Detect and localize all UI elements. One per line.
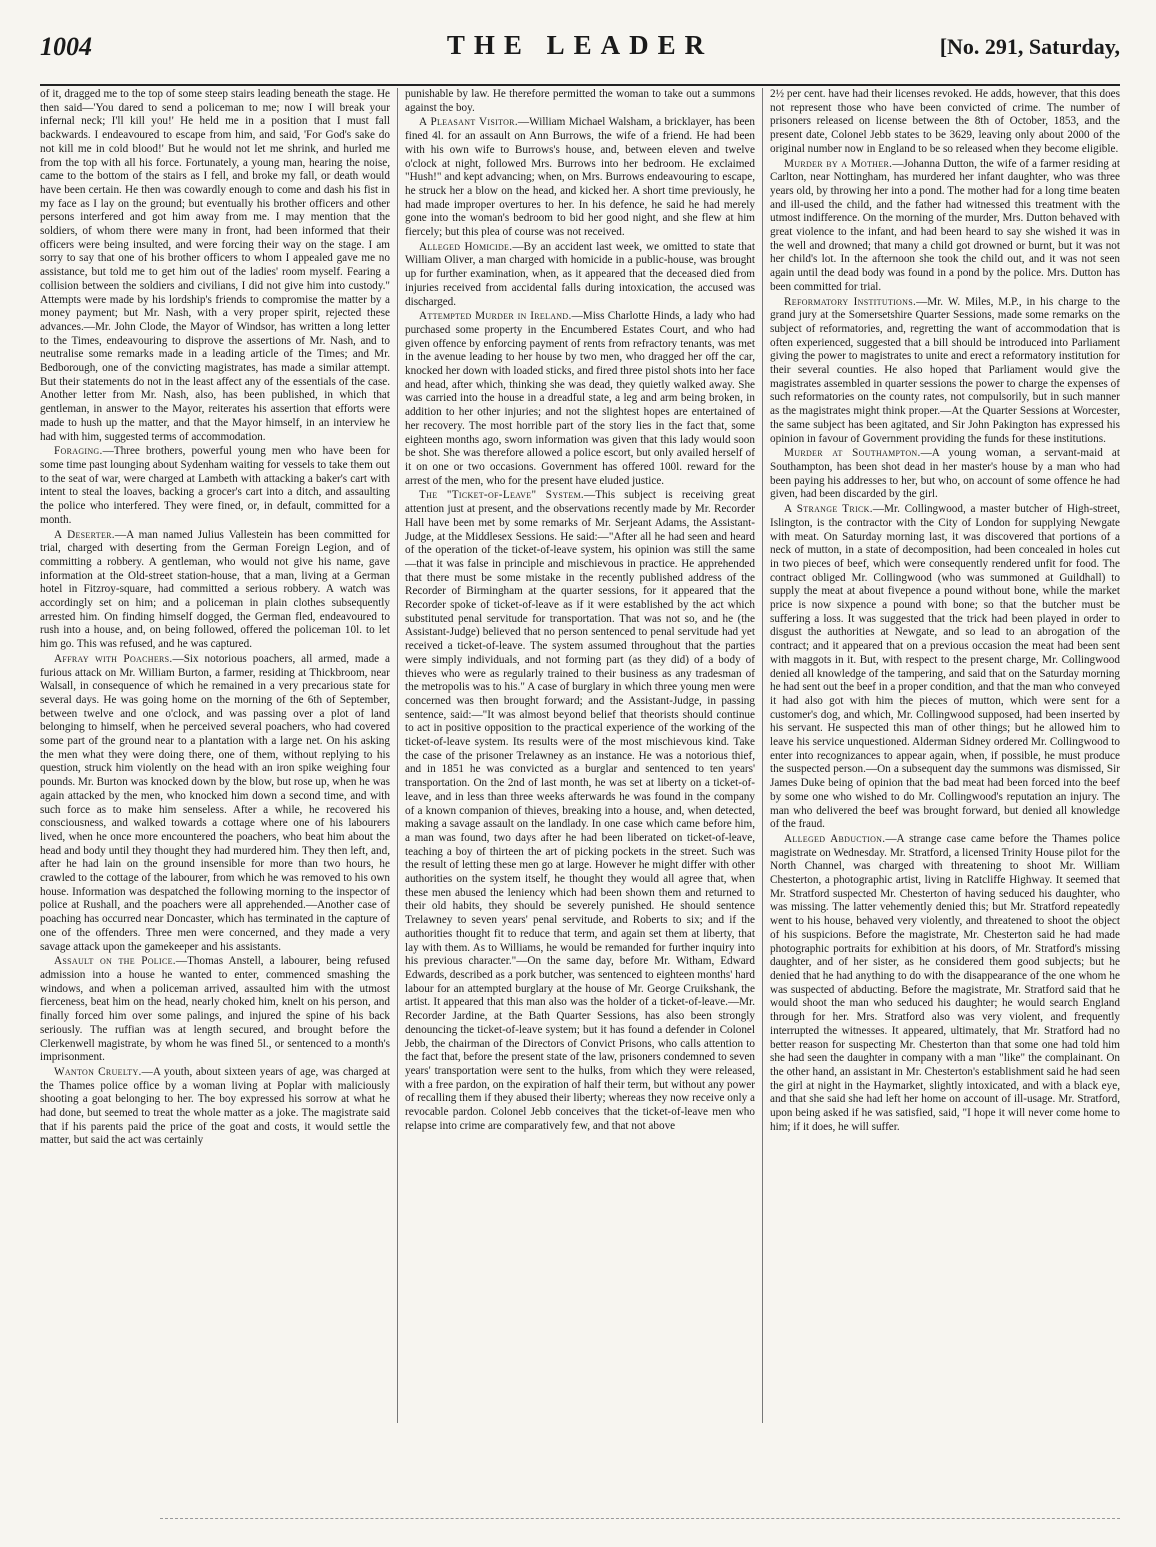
news-paragraph — [770, 833, 1120, 1134]
news-paragraph — [40, 653, 390, 954]
news-item-text: —A man named Julius Vallestein has been committed for trial, charged with deserting from the German Foreign Legion, and of committing a robbery. A gentleman, who would not give his name, gave information at the Old-street station-house, that a man, living at a German hotel in Fitzroy-square, had committed a serious robbery. A watch was accordingly set on him; and a policeman in plain clothes subsequently arrested him. On finding himself dogged, the German fled, endeavoured to rush into a house, and, on being followed, offered the policeman 10l. to let him go. This was refused, and he was captured. — [40, 528, 390, 651]
column-1 — [40, 88, 390, 1423]
news-item-text: —William Michael Walsham, a bricklayer, has been fined 4l. for an assault on Ann Burrows, the wife of a friend. He had been with his own wife to Burrows's house, and, between eleven and twelve o'clock at night, followed Mrs. Burrows into her bedroom. He exclaimed "Hush!" and kept advancing; when, on Mrs. Burrows endeavouring to escape, he struck her a blow on the head, and kicked her. A short time previously, he had made improper overtures to her. In his defence, he said he had merely gone into the woman's bedroom to bid her good night, and she flew at him fiercely; but this plea of course was not received. — [405, 116, 755, 239]
news-paragraph — [405, 310, 755, 488]
news-paragraph — [405, 116, 755, 239]
news-paragraph — [40, 445, 390, 527]
news-item-text: —By an accident last week, we omitted to state that William Oliver, a man charged with homicide in a public-house, was brought up for further examination, when, as it appeared that the deceased died from injuries received from accidental falls during intoxication, the accused was discharged. — [405, 240, 755, 308]
issue-number: [No. 291, Saturday, — [939, 34, 1120, 59]
news-item-text: —A strange case came before the Thames police magistrate on Wednesday. Mr. Stratford, a licensed Trinity House pilot for the North Channel, was charged with threatening to shoot Mr. William Chesterton, a photographic artist, living in Ratcliffe Highway. It seemed that Mr. Stratford suspected Mr. Chesterton of having seduced his daughter, who was missing. The latter vehemently denied this; but Mr. Stratford repeatedly went to his house, behaved very violently, and threatened to shoot the object of his suspicions. Before the magistrate, Mr. Chesterton said he had made photographic portraits for exhibition at his doors, of Mr. Stratford's missing daughter, and of her sister, as he considered them good subjects; but he denied that he had anything to do with the disappearance of the one whom he was suspected of abducting. Before the magistrate, Mr. Stratford said that he would shoot the man who seduced his daughter; he would search England through for her. Mrs. Stratford also was very violent, and frequently interrupted the witnesses. It appeared, ultimately, that Mr. Stratford had no better reason for suspecting Mr. Chesterton than that some one had told him she had seen the daughter in company with a man "like" the complainant. On the other hand, an assistant in Mr. Chesterton's establishment said he had seen the girl at night in the Haymarket, slightly intoxicated, and with a black eye, and that she said she had left her home on account of ill-usage. Mr. Stratford, upon being asked if he was satisfied, said, "I hope it will never come home to him; if it does, he will suffer. — [770, 832, 1120, 1133]
header-rule — [40, 84, 1120, 86]
news-paragraph — [405, 88, 755, 115]
news-paragraph — [770, 503, 1120, 832]
news-item-text: —Six notorious poachers, all armed, made a furious attack on Mr. William Burton, a farmer, residing at Thickbroom, near Walsall, in consequence of which he remained in a very precarious state for several days. He was going home on the morning of the 6th of September, between twelve and one o'clock, and was passing over a plot of land belonging to himself, when he perceived several poachers, who had covered some part of the ground near to a plantation with a large net. On his asking the men what they were doing there, one of them, without replying to his question, struck him violently on the head with an iron spike weighing four pounds. Mr. Burton was knocked down by the blow, but rose up, when he was again attacked by the men, who knocked him down a second time, and with such force as to make him senseless. After a while, he recovered his consciousness, and walked towards a cottage where one of his labourers lived, when he once more encountered the poachers, who beat him about the head and body until they thought they had murdered him. They then left, and, after he had lain on the ground insensible for more than two hours, he crawled to the cottage of the labourer, from which he was removed to his own house. Information was despatched the following morning to the inspector of police at Rushall, and the poachers were all apprehended.—Another case of poaching has occurred near Doncaster, which has terminated in the capture of one of the offenders. Three men were concerned, and they made a very savage attack upon the gamekeeper and his assistants. — [40, 652, 390, 953]
news-item-text: —Johanna Dutton, the wife of a farmer residing at Carlton, near Nottingham, has murdered her infant daughter, who was three years old, by throwing her into a pond. The mother had for a long time beaten and ill-used the child, and the father had witnessed this treatment with the utmost indifference. On the morning of the murder, Mrs. Dutton behaved with great violence to the infant, and had been heard to say she wished it was in the well and drowned; that many a child got drowned or burnt, but it was not her child's lot. In the afternoon she took the child out, and it was not seen again until the dead body was found in a pond by the police. Mrs. Dutton has been committed for trial. — [770, 157, 1120, 293]
news-item-heading: The "Ticket-of-Leave" System. — [419, 489, 585, 502]
news-item-heading: Wanton Cruelty. — [54, 1065, 142, 1078]
news-paragraph — [770, 296, 1120, 447]
news-item-text: —Mr. W. Miles, M.P., in his charge to the grand jury at the Somersetshire Quarter Sessions, made some remarks on the subject of reformatories, and, regretting the want of accommodation that is often experienced, suggested that a bill should be introduced into Parliament giving the power to magistrates to unite and erect a reformatory institution for their several counties. He also hoped that Parliament would give the magistrates assembled in quarter sessions the power to charge the expenses of such reformatories on the county rates, not compulsorily, but in such manner as the magistrates might think proper.—At the Quarter Sessions at Worcester, the same subject has been agitated, and Sir John Pakington has expressed his opinion in favour of Government providing the funds for these institutions. — [770, 295, 1120, 445]
news-item-text: —Miss Charlotte Hinds, a lady who had purchased some property in the Encumbered Estates Court, and who had given offence by enforcing payment of rents from refractory tenants, was met in the avenue leading to her house by two men, who dragged her off the car, knocked her down with loaded sticks, and fired three pistol shots into her face and head, after which, thinking she was dead, they quietly walked away. She was carried into the house in a dreadful state, a leg and arm being broken, in addition to her other injuries; and not the slightest hopes are entertained of her recovery. The most horrible part of the story lies in the fact that, some eighteen months ago, sworn information was given that this lady would soon be shot. She was therefore allowed a police escort, but only availed herself of it on one or two occasions. Government has offered 100l. reward for the arrest of the men, who for the present have eluded justice. — [405, 310, 755, 487]
news-paragraph — [40, 1066, 390, 1148]
column-3 — [770, 88, 1120, 1423]
news-item-text: —This subject is receiving great attention just at present, and the observations recently made by Mr. Recorder Hall have been met by some remarks of Mr. Serjeant Adams, the Assistant-Judge, at the Middlesex Sessions. He said:—"After all he had seen and heard of the operation of the ticket-of-leave system, his opinion was still the same—that it was false in principle and mischievous in practice. He apprehended that there must be some mistake in the recently published address of the Recorder of Birmingham at the quarter sessions, for it appeared that the Recorder spoke of ticket-of-leave as if it were established by the act which substituted penal servitude for transportation. That was not so, and he (the Assistant-Judge) believed that no person sentenced to penal servitude had yet received a ticket-of-leave. The system assumed throughout that the parties were simply individuals, and not forming part (as they did) of a body of thieves who were as regularly trained to their business as any tradesman of the metropolis was to his." A case of burglary in which three young men were concerned was then brought forward; and the Assistant-Judge, in passing sentence, said:—"It was almost beyond belief that theorists should continue to act in positive opposition to the practical experience of the working of the ticket-of-leave system. Its results were of the most mischievous kind. Take the case of the prisoner Trelawney as an instance. He was a notorious thief, and in 1851 he was convicted as a burglar and sentenced to ten years' transportation. On the 2nd of last month, he was set at liberty on a ticket-of-leave, and in less than three weeks afterwards he was found in the company of a known companion of thieves, breaking into a house, and, when detected, making a savage assault on the landlady. In one case which came before him, a man was found, two days after he had been liberated on ticket-of-leave, teaching a boy of thirteen the art of picking pockets in the street. Such was the result of letting these men go at large. However he might differ with other authorities on the system itself, he thought they would all agree that, when these men abused the leniency which had been shown them and returned to their old habits, they should be severely punished. He should sentence Trelawney to seven years' penal servitude, and Roberts to six; and if the authorities thought fit to reduce that term, and again set them at liberty, that lay with them. As to Williams, he would be remanded for further inquiry into his previous character."—On the same day, before Mr. Witham, Edward Edwards, described as a pork butcher, was sentenced to eighteen months' hard labour for an attempted burglary at the house of Mr. George Cruikshank, the artist. It appeared that this man also was the holder of a ticket-of-leave.—Mr. Recorder Jardine, at the Bath Quarter Sessions, has also been strongly denouncing the ticket-of-leave system; but it has found a defender in Colonel Jebb, the chairman of the Directors of Convict Prisons, who calls attention to the fact that, before the present state of the law, prisoners condemned to seven years' transportation were sent to the hulks, from which they were released, with a free pardon, on the expiration of half their term, but without any power of recalling them if they abused their liberty; whereas they now receive only a revocable pardon. Colonel Jebb conceives that the ticket-of-leave men who relapse into crime are comparatively few, and that not above — [405, 489, 755, 1132]
news-item-heading: Murder at Southampton. — [784, 447, 921, 460]
news-item-heading: Affray with Poachers. — [54, 652, 173, 665]
news-item-heading: Alleged Homicide. — [419, 240, 513, 253]
newspaper-title: THE LEADER — [446, 30, 714, 60]
news-item-heading: Assault on the Police. — [54, 955, 176, 968]
news-item-heading: Reformatory Institutions. — [784, 295, 917, 308]
news-paragraph — [770, 88, 1120, 157]
news-item-heading: Attempted Murder in Ireland. — [419, 310, 572, 323]
news-item-heading: Murder by a Mother. — [784, 157, 893, 170]
news-item-heading: A Pleasant Visitor. — [419, 116, 518, 129]
news-item-text: punishable by law. He therefore permitted the woman to take out a summons against the boy. — [405, 88, 755, 114]
news-item-text: —Three brothers, powerful young men who have been for some time past lounging about Sydenham waiting for vessels to take them out to the seat of war, were charged at Lambeth with attacking a baker's cart with intent to steal the loaves, backing a grocer's cart into a ditch, and assaulting the police who interfered. They were fined, or, in default, committed for a month. — [40, 445, 390, 526]
news-paragraph — [40, 955, 390, 1065]
news-paragraph — [40, 88, 390, 444]
article-columns — [40, 88, 1120, 1423]
news-item-heading: Alleged Abduction. — [784, 832, 886, 845]
news-item-heading: A Strange Trick. — [784, 503, 873, 516]
news-item-text: of it, dragged me to the top of some steep stairs leading beneath the stage. He then said—'You dared to send a policeman to me; now I will break your infernal neck; I'll kill you!' He held me in a position that I must fall backwards. I endeavoured to escape from him, and said, 'For God's sake do not kill me in cold blood!' But he would not let me shrink, and hurled me from the top with all his force. Fortunately, a young man, hearing the noise, came to the bottom of the stairs as I fell, and broke my fall, or death would have been certain. He then was cowardly enough to come and dash his fist in my face as I lay on the ground; but eventually his brother officers and other persons interfered and got him away from me. I may mention that the soldiers, of whom there were many in front, had been informed that their officers were being insulted, and were forcing their way on the stage. I am sorry to say that one of his brother officers to whom I appealed gave me no assistance, but told me to get him out of the ladies' room myself. Fearing a collision between the soldiers and civilians, I did not give him into custody." Attempts were made by his lordship's friends to compromise the matter by a money payment; but Mr. Nash, with a very proper spirit, rejected these advances.—Mr. John Clode, the Mayor of Windsor, has written a long letter to the Times, endeavouring to disprove the assertions of Mr. Nash, and to neutralise some remarks made in a leading article of the Times; and Mr. Bedborough, one of the convicting magistrates, has made a similar attempt. But their statements do not in the least affect any of the essentials of the case. Another letter from Mr. Nash, also, has been published, in which that gentleman, in answer to the Mayor, reiterates his assertion that efforts were made to hush up the matter, and that the Mayor himself, in an interview he had with him, suggested terms of accommodation. — [40, 88, 390, 443]
news-paragraph — [770, 158, 1120, 295]
news-item-text: —A young woman, a servant-maid at Southampton, has been shot dead in her master's house by a man who had been paying his addresses to her, but who, on account of some offence he had given, had been discarded by the girl. — [770, 447, 1120, 501]
news-paragraph — [405, 241, 755, 310]
news-item-text: 2½ per cent. have had their licenses revoked. He adds, however, that this does not represent those who have been convicted of crime. The number of prisoners released on license between the 8th of October, 1853, and the present date, Colonel Jebb states to be 3629, leaving only about 2000 of the original number now in England to be so released when they become eligible. — [770, 88, 1120, 155]
news-item-text: —Mr. Collingwood, a master butcher of High-street, Islington, is the contractor with the City of London for supplying Newgate with meat. On Saturday morning last, it was discovered that portions of a neck of mutton, in a state of decomposition, had been concealed in holes cut in two pieces of beef, which were consequently rendered unfit for food. The contract obliged Mr. Collingwood (who was summoned at Guildhall) to supply the meat at about fivepence a pound without bone, while the market price is now sixpence a pound with bone; so that the butcher must be suffering a loss. It was suggested that the trick had been played in order to disgust the authorities at Newgate, and so lead to an abrogation of the contract; and it appeared that on a previous occasion the meat had been sent with maggots in it. But, with respect to the present charge, Mr. Collingwood denied all knowledge of the tampering, and said that on the Saturday morning he had sent out the beef in a proper condition, and that the man who conveyed it had also got with him the pieces of mutton, which were sent for a customer's dog, and which, Mr. Collingwood supposed, had been inserted by his servant. He suspected this man of other things; but he allowed him to leave his service unquestioned. Alderman Sidney ordered Mr. Collingwood to enter into recognizances to appear again, when, if possible, he must produce the suspected person.—On a subsequent day the summons was dismissed, Sir James Duke being of opinion that the bad meat had been forced into the beef by some one who wished to do Mr. Collingwood's reputation an injury. The man who delivered the beef was brought forward, but denied all knowledge of the fraud. — [770, 503, 1120, 831]
news-item-heading: Foraging. — [54, 445, 103, 458]
masthead — [40, 24, 1120, 84]
news-item-text: —A youth, about sixteen years of age, was charged at the Thames police office by a woman living at Poplar with maliciously shooting a goat belonging to her. The boy expressed his sorrow at what he had done, but seemed to treat the whole matter as a joke. The magistrate said that if his parents paid the price of the goat and costs, it would settle the matter, but said the act was certainly — [40, 1065, 390, 1147]
column-2 — [405, 88, 755, 1423]
news-paragraph — [40, 529, 390, 652]
news-item-heading: A Deserter. — [54, 528, 115, 541]
news-item-text: —Thomas Anstell, a labourer, being refused admission into a house he wanted to enter, commenced smashing the windows, and when a policeman arrived, assaulted him with the utmost fierceness, beat him on the head, nearly choked him, knelt on his person, and finally forced him over some palings, and injured the spine of his back seriously. The ruffian was at length secured, and brought before the Clerkenwell magistrate, by whom he was fined 5l., or sentenced to a month's imprisonment. — [40, 955, 390, 1064]
news-paragraph — [770, 447, 1120, 502]
bottom-edge-rule — [160, 1518, 1120, 1519]
news-paragraph — [405, 489, 755, 1133]
page-number: 1004 — [40, 32, 92, 61]
